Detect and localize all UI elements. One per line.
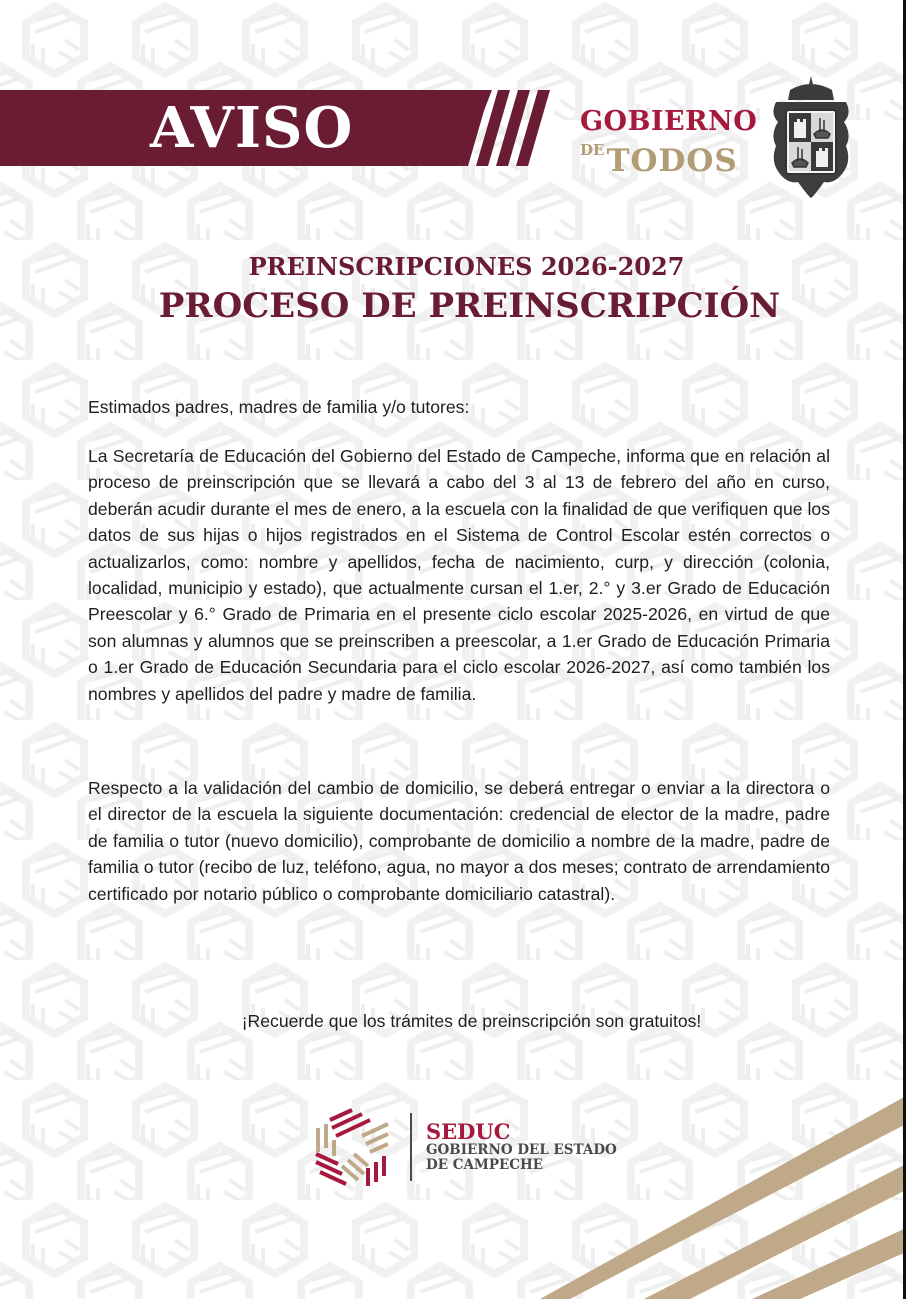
gobierno-logo-todos: TODOS	[606, 143, 738, 179]
banner-slash-stripes	[456, 90, 556, 166]
paragraph-verification: La Secretaría de Educación del Gobierno del Estado de Campeche, informa que en relación al proceso de preinscripción que se llevará a cabo del 3 al 13 de febrero del año en curso, deberán acudir durante el mes de enero, a la escuela con la finalidad de que verifiquen que los datos de sus hijas o hijos registrados en el Sistema de Control Escolar estén correctos o actualizarlos, como: nombre y apellidos, fecha de nacimiento, curp, y dirección (colonia, localidad, municipio y estado), que actualmente cursan el 1.er, 2.° y 3.er Grado de Educación Preescolar y 6.° Grado de Primaria en el presente ciclo escolar 2025-2026, en virtud de que son alumnas y alumnos que se preinscriben a preescolar, a 1.er Grado de Educación Primaria o 1.er Grado de Educación Secundaria para el ciclo escolar 2026-2027, así como también los nombres y apellidos del padre y madre de familia.	[88, 446, 830, 704]
gobierno-logo-line1: GOBIERNO	[580, 106, 758, 137]
campeche-coat-of-arms-icon	[768, 74, 854, 200]
seduc-gov-line1: GOBIERNO DEL ESTADO	[426, 1142, 617, 1158]
gobierno-de-todos-logo	[580, 106, 758, 179]
seduc-gov-line2: DE CAMPECHE	[426, 1157, 544, 1173]
free-procedures-reminder: ¡Recuerde que los trámites de preinscripción son gratuitos!	[241, 1011, 702, 1031]
title-block	[0, 250, 903, 328]
seduc-name: SEDUC	[426, 1119, 511, 1144]
paragraph-address-change: Respecto a la validación del cambio de domicilio, se deberá entregar o enviar a la directora o el director de la escuela la siguiente documentación: credencial de elector de la madre, padre de familia o tutor (nuevo domicilio), comprobante de domicilio a nombre de la madre, padre de familia o tutor (recibo de luz, teléfono, agua, no mayor a dos meses; contrato de arrendamiento certificado por notario público o comprobante domiciliario catastral).	[88, 778, 830, 904]
main-title: PROCESO DE PREINSCRIPCIÓN	[158, 286, 781, 326]
greeting: Estimados padres, madres de familia y/o tutores:	[88, 397, 470, 417]
seduc-logo	[312, 1106, 617, 1188]
subtitle: PREINSCRIPCIONES 2026-2027	[248, 252, 685, 281]
seduc-divider	[410, 1113, 412, 1181]
seduc-hexagon-logo-icon	[312, 1106, 392, 1188]
aviso-title: AVISO	[150, 95, 354, 161]
gobierno-logo-de: DE	[580, 141, 605, 159]
